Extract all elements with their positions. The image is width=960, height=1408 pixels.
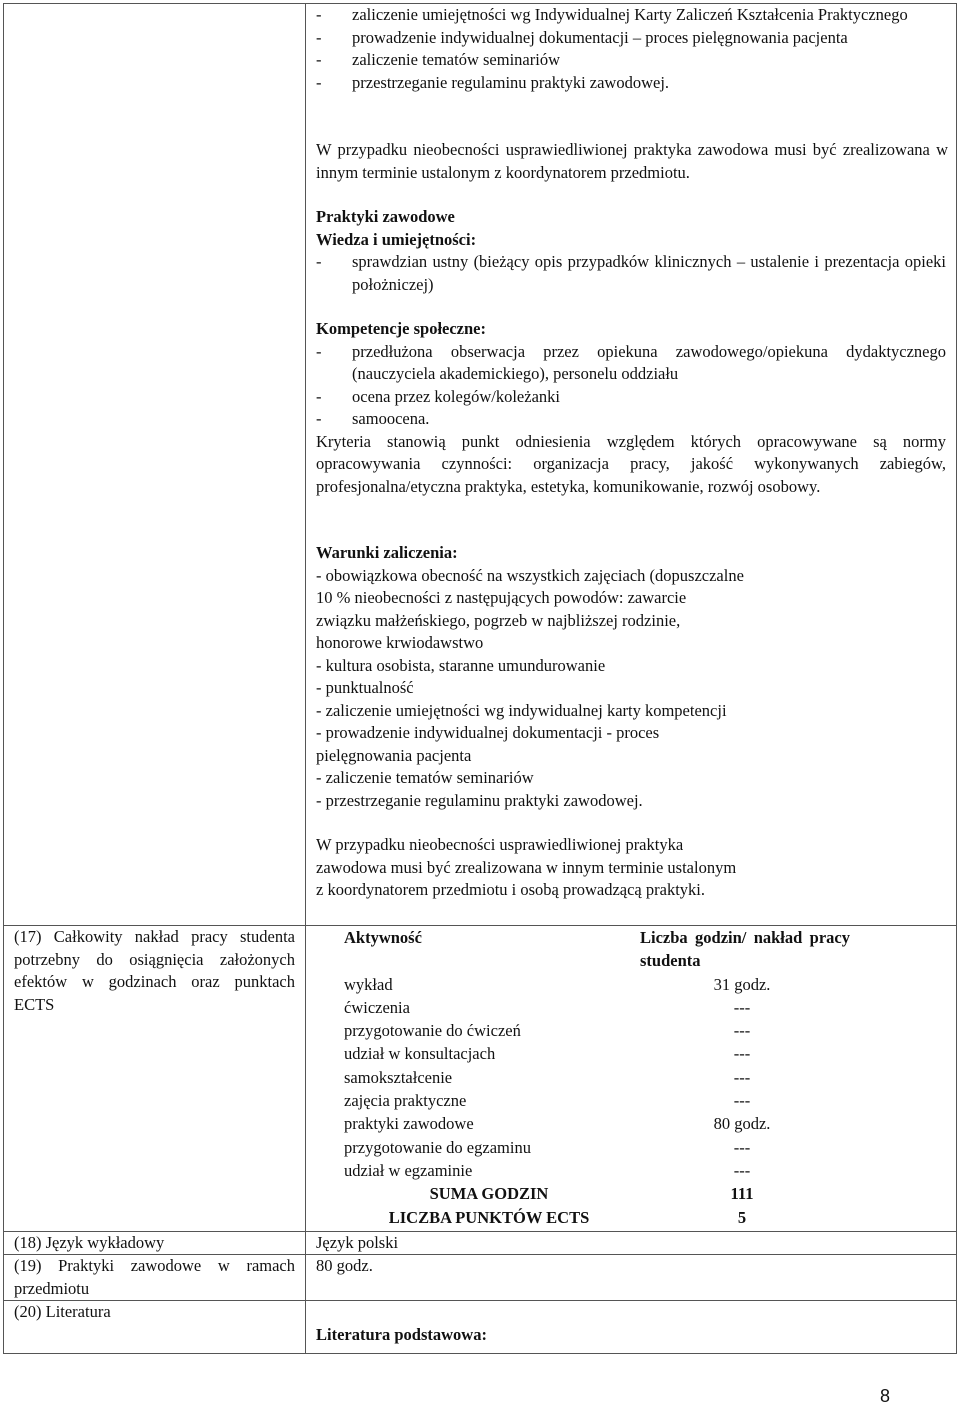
ects-row: LICZBA PUNKTÓW ECTS 5 xyxy=(388,1207,747,1227)
knowledge-heading: Wiedza i umiejętności: xyxy=(316,229,477,249)
list-item: - sprawdzian ustny (bieżący opis przypadków klinicznych – ustalenie i prezentacja opieki położniczej) xyxy=(316,252,946,294)
list-item: - przedłużona obserwacja przez opiekuna zawodowego/opiekuna dydaktycznego (nauczyciela akademickiego), personelu oddziału xyxy=(316,341,946,383)
table-header-row xyxy=(340,926,850,973)
list-item: - prowadzenie indywidualnej dokumentacji – proces pielęgnowania pacjenta xyxy=(316,27,848,47)
section-20-label: (20) Literatura xyxy=(14,1302,111,1321)
condition-line: - prowadzenie indywidualnej dokumentacji - proces xyxy=(316,723,660,742)
conditions-section xyxy=(316,542,946,812)
header-hours: Liczba godzin/ nakład pracy studenta xyxy=(640,928,850,971)
table-row: przygotowanie do egzaminu --- xyxy=(344,1137,751,1157)
workload-table xyxy=(340,926,850,1229)
list-item: - zaliczenie tematów seminariów xyxy=(316,50,560,69)
conditions-heading: Warunki zaliczenia: xyxy=(316,543,458,562)
condition-line: - przestrzeganie regulaminu praktyki zawodowej. xyxy=(316,790,643,810)
table-row: wykład 31 godz. xyxy=(344,974,771,994)
section-20-value: Literatura podstawowa: xyxy=(316,1325,487,1344)
condition-line: pielęgnowania pacjenta xyxy=(316,745,472,765)
condition-line: - obowiązkowa obecność na wszystkich zajęciach (dopuszczalne xyxy=(316,565,744,585)
social-heading: Kompetencje społeczne: xyxy=(316,319,486,338)
list-item: - ocena przez kolegów/koleżanki xyxy=(316,386,560,406)
condition-line: - zaliczenie tematów seminariów xyxy=(316,768,534,787)
table-row: udział w egzaminie --- xyxy=(344,1160,751,1180)
section-19-label: (19) Praktyki zawodowe w ramach przedmiotu xyxy=(14,1256,295,1298)
table-row: praktyki zawodowe 80 godz. xyxy=(344,1114,771,1134)
criteria-paragraph: Kryteria stanowią punkt odniesienia względem których opracowywane są normy opracowywania czynności: organizacja pracy, jakość wykonywanych zabiegów, profesjonalna/etyczna praktyka, estetyka, komunikowanie, rozwój osobowy. xyxy=(316,431,946,496)
praktyki-heading: Praktyki zawodowe xyxy=(316,207,455,226)
praktyki-section xyxy=(316,206,946,296)
condition-line: - punktualność xyxy=(316,678,414,697)
table-row: ćwiczenia --- xyxy=(344,997,751,1017)
table-row: samokształcenie --- xyxy=(344,1067,751,1087)
absence-note-1: W przypadku nieobecności usprawiedliwionej praktyka zawodowa musi być zrealizowana w innym terminie ustalonym z koordynatorem przedmiotu. xyxy=(316,140,948,182)
table-row: przygotowanie do ćwiczeń --- xyxy=(344,1021,751,1041)
header-activity: Aktywność xyxy=(344,928,422,947)
condition-line: - zaliczenie umiejętności wg indywidualnej karty kompetencji xyxy=(316,700,727,720)
table-row: zajęcia praktyczne --- xyxy=(344,1091,751,1111)
column-divider xyxy=(305,3,306,1353)
section-18-label: (18) Język wykładowy xyxy=(14,1233,165,1252)
section-19-value: 80 godz. xyxy=(316,1256,373,1275)
page-number: 8 xyxy=(880,1386,891,1406)
condition-line: honorowe krwiodawstwo xyxy=(316,633,484,652)
section-18-value: Język polski xyxy=(316,1233,399,1252)
list-item: - zaliczenie umiejętności wg Indywidualnej Karty Zaliczeń Kształcenia Praktycznego xyxy=(316,5,908,24)
social-competences xyxy=(316,318,946,498)
absence-note-2: W przypadku nieobecności usprawiedliwionej praktyka zawodowa musi być zrealizowana w innym terminie ustalonym z koordynatorem przedmiotu i osobą prowadzącą praktyki. xyxy=(316,835,737,899)
top-requirements-list xyxy=(316,4,946,94)
condition-line: - kultura osobista, staranne umundurowanie xyxy=(316,655,606,675)
condition-line: 10 % nieobecności z następujących powodów: zawarcie xyxy=(316,588,687,607)
condition-line: związku małżeńskiego, pogrzeb w najbliższej rodzinie, xyxy=(316,610,681,630)
list-item: - samoocena. xyxy=(316,409,430,428)
list-item: - przestrzeganie regulaminu praktyki zawodowej. xyxy=(316,72,670,92)
table-row: udział w konsultacjach --- xyxy=(344,1044,751,1064)
sum-row: SUMA GODZIN 111 xyxy=(429,1184,754,1204)
section-17-label: (17) Całkowity nakład pracy studenta potrzebny do osiągnięcia założonych efektów w godzinach oraz punktach ECTS xyxy=(14,927,295,1014)
